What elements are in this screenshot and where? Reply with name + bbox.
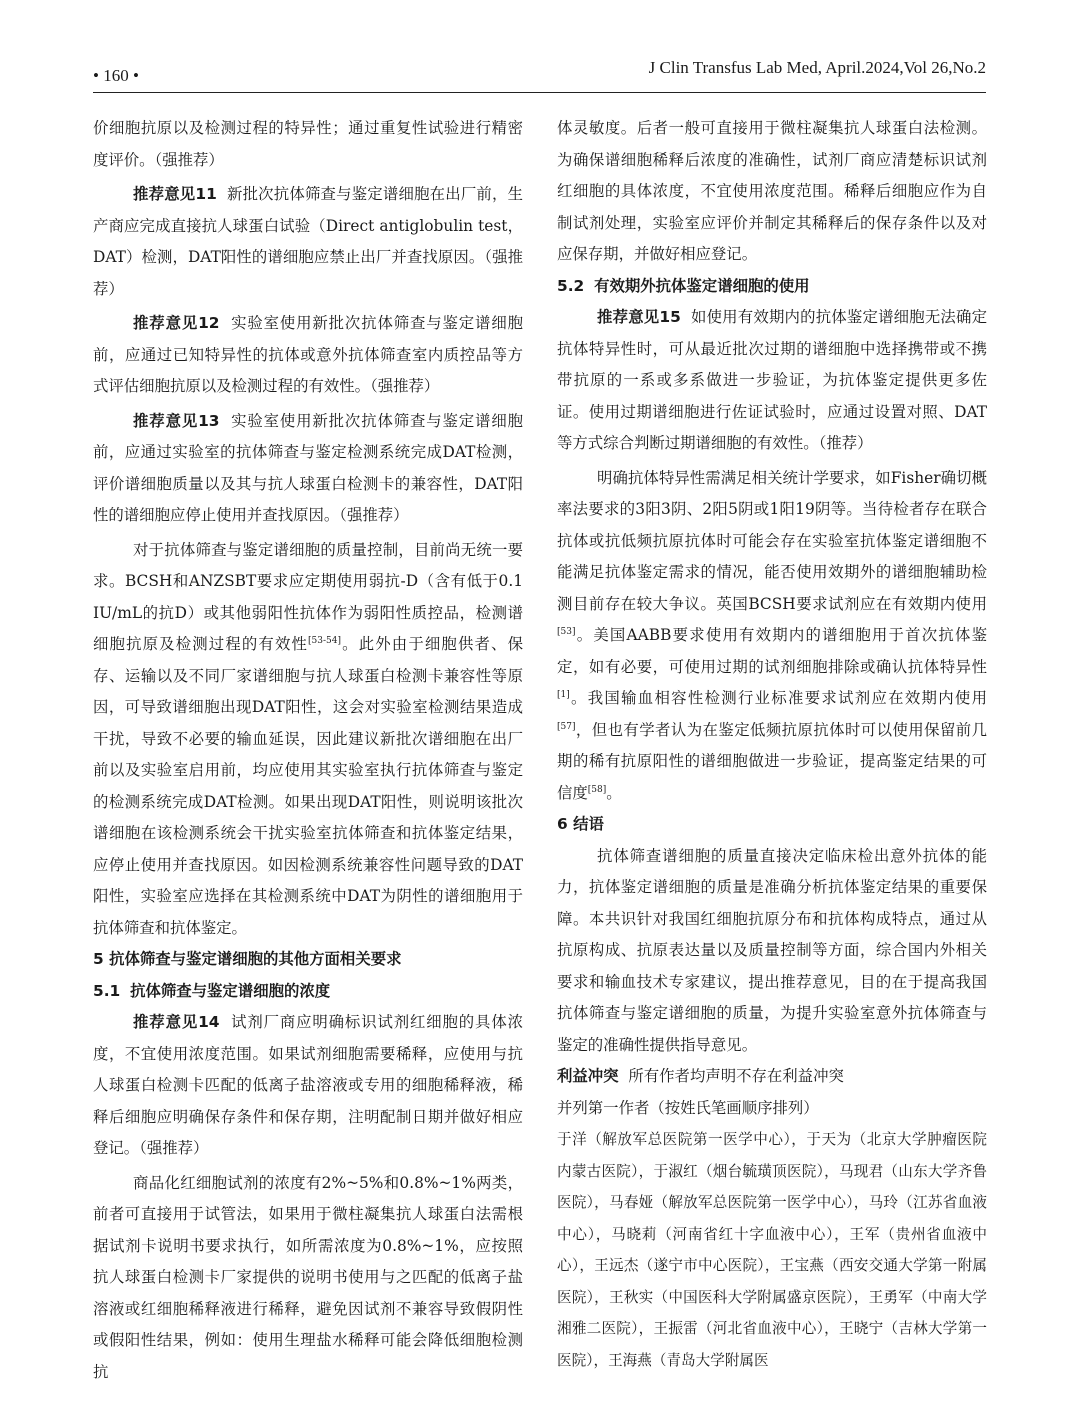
citation-ref: [57] bbox=[557, 721, 576, 732]
recommendation-label: 推荐意见13 bbox=[133, 411, 220, 430]
recommendation-label: 推荐意见12 bbox=[133, 314, 220, 332]
recommendation-12 bbox=[93, 308, 523, 403]
co-first-authors-label: 并列第一作者（按姓氏笔画顺序排列） bbox=[557, 1098, 819, 1117]
section-heading-5: 5 抗体筛查与鉴定谱细胞的其他方面相关要求 bbox=[93, 950, 402, 968]
recommendation-text: 实验室使用新批次抗体筛查与鉴定谱细胞前，应通过实验室的抗体筛查与鉴定检测系统完成DAT检测，评价谱细胞质量以及其与抗人球蛋白检测卡的兼容性，DAT阳性的谱细胞应停止使用并查找原因。（强推荐） bbox=[93, 411, 523, 524]
recommendation-label: 推荐意见14 bbox=[133, 1013, 220, 1031]
citation-ref: [1] bbox=[557, 690, 570, 700]
recommendation-15 bbox=[557, 302, 987, 460]
paragraph-conclusion: 抗体筛查谱细胞的质量直接决定临床检出意外抗体的能力，抗体鉴定谱细胞的质量是准确分析抗体鉴定结果的重要保障。本共识针对我国红细胞抗原分布和抗体构成特点，通过从抗原构成、抗原表达量以及质量控制等方面，综合国内外相关要求和输血技术专家建议，提出推荐意见，目的在于提高我国抗体筛查与鉴定谱细胞的质量，为提升实验室意外抗体筛查与鉴定的准确性提供指导意见。 bbox=[557, 846, 987, 1054]
paragraph-text: 明确抗体特异性需满足相关统计学要求，如Fisher确切概率法要求的3阳3阴、2阳5阴或1阳19阴等。当待检者存在联合抗体或抗低频抗原抗体时可能会存在实验室抗体鉴定谱细胞不能满足抗体鉴定需求的情况，能否使用效期外的谱细胞辅助检测目前存在较大争议。英国BCSH要求试剂应在有效期内使用 bbox=[557, 468, 987, 613]
section-heading-6: 6 结语 bbox=[557, 815, 604, 833]
recommendation-label: 推荐意见15 bbox=[597, 308, 681, 326]
recommendation-text: 试剂厂商应明确标识试剂红细胞的具体浓度，不宜使用浓度范围。如果试剂细胞需要稀释，应使用与抗人球蛋白检测卡匹配的低离子盐溶液或专用的细胞稀释液，稀释后细胞应明确保存条件和保存期，注明配制日期并做好相应登记。（强推荐） bbox=[93, 1013, 523, 1157]
paragraph-concentration: 商品化红细胞试剂的浓度有2%~5%和0.8%~1%两类，前者可直接用于试管法，如果用于微柱凝集抗人球蛋白法需根据试剂卡说明书要求执行，如所需浓度为0.8%~1%，应按照抗人球蛋白检测卡厂家提供的说明书使用与之匹配的低离子盐溶液或红细胞稀释液进行稀释，避免因试剂不兼容导致假阴性或假阳性结果，例如：使用生理盐水稀释可能会降低细胞检测抗 bbox=[93, 1173, 523, 1381]
recommendation-label: 推荐意见11 bbox=[133, 185, 217, 203]
recommendation-13 bbox=[93, 406, 523, 532]
recommendation-text: 实验室使用新批次抗体筛查与鉴定谱细胞前，应通过已知特异性的抗体或意外抗体筛查室内质控品等方式评估细胞抗原以及检测过程的有效性。（强推荐） bbox=[93, 314, 523, 395]
paragraph-text: 。美国AABB要求使用有效期内的谱细胞用于首次抗体鉴定，如有必要，可使用过期的试剂细胞排除或确认抗体特异性 bbox=[557, 626, 987, 676]
citation-ref: [53] bbox=[557, 627, 576, 637]
paragraph-text: ，但也有学者认为在鉴定低频抗原抗体时可以使用保留前几期的稀有抗原阳性的谱细胞做进一步验证，提高鉴定结果的可信度 bbox=[557, 720, 987, 802]
section-heading-5-1 bbox=[93, 976, 523, 1008]
coi-label: 利益冲突 bbox=[557, 1067, 619, 1085]
paragraph-statistics bbox=[557, 463, 987, 810]
paragraph-text: 。此外由于细胞供者、保存、运输以及不同厂家谱细胞与抗人球蛋白检测卡兼容性等原因，可导致谱细胞出现DAT阳性，这会对实验室检测结果造成干扰，导致不必要的输血延误，因此建议新批次谱细胞在出厂前以及实验室启用前，均应使用其实验室执行抗体筛查与鉴定的检测系统完成DAT检测。如果出现DAT阳性，则说明该批次谱细胞在该检测系统会干扰实验室抗体筛查和抗体鉴定结果，应停止使用并查找原因。如因检测系统兼容性问题导致的DAT阳性，实验室应选择在其检测系统中DAT为阴性的谱细胞用于抗体筛查和抗体鉴定。 bbox=[93, 635, 523, 937]
coi-text: 所有作者均声明不存在利益冲突 bbox=[628, 1067, 844, 1085]
recommendation-text: 新批次抗体筛查与鉴定谱细胞在出厂前，生产商应完成直接抗人球蛋白试验（Direct antiglobulin test，DAT）检测，DAT阳性的谱细胞应禁止出厂并查找原因。（强推荐） bbox=[93, 185, 523, 298]
paragraph-quality-control bbox=[93, 535, 523, 945]
right-column bbox=[557, 113, 987, 1376]
page-number: • 160 • bbox=[93, 66, 139, 85]
section-heading-5-2 bbox=[557, 271, 987, 303]
recommendation-11 bbox=[93, 179, 523, 305]
running-header bbox=[93, 58, 986, 93]
recommendation-14 bbox=[93, 1007, 523, 1165]
conflict-of-interest bbox=[557, 1061, 987, 1093]
section-title: 有效期外抗体鉴定谱细胞的使用 bbox=[594, 276, 810, 295]
paragraph-text: 对于抗体筛查与鉴定谱细胞的质量控制，目前尚无统一要求。BCSH和ANZSBT要求应定期使用弱抗-D（含有低于0.1 IU/mL的抗D）或其他弱阳性抗体作为弱阳性质控品，检测谱细胞抗原及检测过程的有效性 bbox=[93, 540, 523, 653]
paragraph-text: 。我国输血相容性检测行业标准要求试剂应在效期内使用 bbox=[569, 689, 987, 707]
journal-citation: J Clin Transfus Lab Med, April.2024,Vol 26,No.2 bbox=[648, 58, 986, 77]
section-number: 5.2 bbox=[557, 276, 585, 295]
author-list: 于洋（解放军总医院第一医学中心），于天为（北京大学肿瘤医院内蒙古医院），于淑红（烟台毓璜顶医院），马现君（山东大学齐鲁医院），马春娅（解放军总医院第一医学中心），马玲（江苏省血液中心），马晓莉（河南省红十字血液中心），王军（贵州省血液中心），王远杰（遂宁市中心医院），王宝燕（西安交通大学第一附属医院），王秋实（中国医科大学附属盛京医院），王勇军（中南大学湘雅二医院），王振雷（河北省血液中心），王晓宁（吉林大学第一医院），王海燕（青岛大学附属医 bbox=[557, 1131, 987, 1369]
paragraph-text: 。 bbox=[606, 783, 622, 802]
citation-ref: [58] bbox=[587, 784, 607, 795]
citation-ref: [53-54] bbox=[308, 636, 342, 646]
paragraph: 体灵敏度。后者一般可直接用于微柱凝集抗人球蛋白法检测。为确保谱细胞稀释后浓度的准确性，试剂厂商应清楚标识试剂红细胞的具体浓度，不宜使用浓度范围。稀释后细胞应作为自制试剂处理，实验室应评价并制定其稀释后的保存条件以及对应保存期，并做好相应登记。 bbox=[557, 119, 987, 263]
left-column bbox=[93, 113, 523, 1388]
recommendation-text: 如使用有效期内的抗体鉴定谱细胞无法确定抗体特异性时，可从最近批次过期的谱细胞中选择携带或不携带抗原的一系或多系做进一步验证，为抗体鉴定提供更多佐证。使用过期谱细胞进行佐证试验时，应通过设置对照、DAT等方式综合判断过期谱细胞的有效性。（推荐） bbox=[557, 308, 987, 452]
section-number: 5.1 bbox=[93, 981, 121, 1000]
section-title: 抗体筛查与鉴定谱细胞的浓度 bbox=[130, 981, 331, 1000]
paragraph: 价细胞抗原以及检测过程的特异性；通过重复性试验进行精密度评价。（强推荐） bbox=[93, 119, 523, 169]
